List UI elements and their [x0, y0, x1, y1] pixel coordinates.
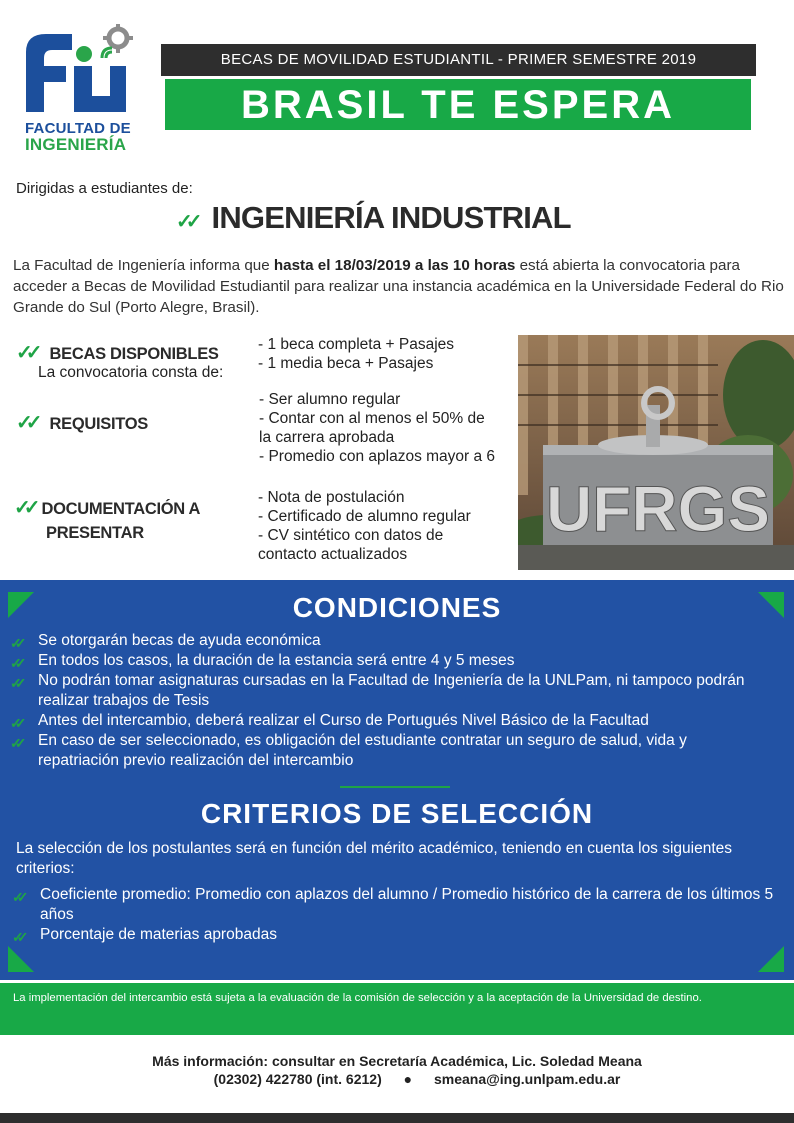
- contact-line-2: [0, 1070, 794, 1088]
- check-icon: ✓✓: [16, 412, 36, 434]
- criterio-text: Coeficiente promedio: Promedio con aplazos del alumno / Promedio histórico de la carrera de los últimos 5 años: [40, 886, 774, 923]
- list-item: - 1 media beca + Pasajes: [258, 355, 434, 372]
- contact-info: [0, 1052, 794, 1088]
- header-subtitle: BECAS DE MOVILIDAD ESTUDIANTIL - PRIMER SEMESTRE 2019: [161, 44, 756, 76]
- condition-item: [10, 671, 768, 711]
- check-icon: ✓✓: [10, 735, 20, 751]
- condition-text: No podrán tomar asignaturas cursadas en la Facultad de Ingeniería de la UNLPam, ni tampoco podrán realizar trabajos de Tesis: [38, 672, 745, 709]
- section-divider: [340, 786, 450, 788]
- check-icon: ✓✓: [10, 715, 20, 731]
- list-item: - 1 beca completa + Pasajes: [258, 336, 455, 353]
- documentacion-list: [258, 488, 471, 564]
- check-icon: ✓✓: [10, 635, 20, 651]
- intro-part-2: está abierta la convocatoria para acceder a Becas de Movilidad Estudiantil para realizar una instancia académica en la Universidade Federal do Rio Grande do Sul (Porto Alegre, Brasil).: [13, 257, 784, 316]
- contact-email[interactable]: smeana@ing.unlpam.edu.ar: [433, 1071, 621, 1087]
- condition-item: [10, 711, 768, 731]
- documentacion-label-1: DOCUMENTACIÓN A: [41, 500, 201, 518]
- footnote-bar: [0, 983, 794, 1035]
- requisitos-label: REQUISITOS: [49, 415, 148, 433]
- logo-line-2: INGENIERÍA: [25, 135, 127, 154]
- list-item: la carrera aprobada: [259, 429, 395, 446]
- check-icon: ✓✓: [176, 211, 196, 233]
- intro-part-1: La Facultad de Ingeniería informa que: [13, 257, 274, 274]
- audience-label: Dirigidas a estudiantes de:: [16, 180, 193, 197]
- becas-heading: [16, 340, 219, 365]
- criterio-item: [12, 885, 775, 925]
- footnote-text: La implementación del intercambio está sujeta a la evaluación de la comisión de selección y a la aceptación de la Universidad de destino.: [13, 992, 702, 1004]
- condition-item: [10, 631, 768, 651]
- corner-triangle-icon: [758, 946, 784, 972]
- criterio-item: [12, 925, 775, 945]
- intro-paragraph: [13, 255, 785, 318]
- intro-deadline: hasta el 18/03/2019 a las 10 horas: [273, 257, 516, 274]
- logo-text: [25, 121, 131, 153]
- condition-text: En caso de ser seleccionado, es obligación del estudiante contratar un seguro de salud, vida y repatriación previo realización del intercambio: [38, 732, 687, 769]
- contact-phone: (02302) 422780 (int. 6212): [213, 1071, 382, 1087]
- list-item: - CV sintético con datos de: [258, 527, 444, 544]
- condition-item: [10, 651, 768, 671]
- condition-item: [10, 731, 768, 771]
- criterios-intro: La selección de los postulantes será en función del mérito académico, teniendo en cuenta los siguientes criterios:: [16, 840, 733, 877]
- becas-label: BECAS DISPONIBLES: [49, 345, 219, 363]
- list-item: - Contar con al menos el 50% de: [259, 410, 485, 427]
- list-item: - Promedio con aplazos mayor a 6: [259, 448, 496, 465]
- fi-logo-mark: [22, 24, 140, 120]
- condition-text: Antes del intercambio, deberá realizar el Curso de Portugués Nivel Básico de la Facultad: [38, 712, 649, 729]
- documentacion-heading: [14, 496, 200, 545]
- list-item: - Certificado de alumno regular: [258, 508, 471, 525]
- condition-text: En todos los casos, la duración de la estancia será entre 4 y 5 meses: [38, 652, 515, 669]
- requisitos-heading: [16, 410, 148, 435]
- ufrgs-photo: [518, 335, 794, 570]
- contact-line-1: Más información: consultar en Secretaría Académica, Lic. Soledad Meana: [152, 1053, 642, 1069]
- documentacion-label-2: PRESENTAR: [46, 524, 144, 542]
- bottom-bar: [0, 1113, 794, 1123]
- check-icon: ✓✓: [12, 889, 22, 905]
- check-icon: ✓✓: [10, 655, 20, 671]
- faculty-logo: [22, 24, 140, 154]
- career-heading: [176, 200, 571, 236]
- condiciones-title: CONDICIONES: [292, 592, 502, 623]
- list-item: - Nota de postulación: [258, 489, 405, 506]
- ufrgs-photo-illustration: [518, 335, 794, 570]
- list-item: - Ser alumno regular: [259, 391, 401, 408]
- criterio-text: Porcentaje de materias aprobadas: [40, 926, 277, 943]
- corner-triangle-icon: [8, 946, 34, 972]
- criterios-title: CRITERIOS DE SELECCIÓN: [200, 798, 594, 829]
- logo-line-1: FACULTAD DE: [25, 120, 131, 137]
- check-icon: ✓✓: [10, 675, 20, 691]
- bullet-icon: ●: [403, 1071, 413, 1087]
- check-icon: ✓✓: [14, 497, 34, 519]
- check-icon: ✓✓: [16, 342, 36, 364]
- becas-list: [258, 335, 454, 373]
- check-icon: ✓✓: [12, 929, 22, 945]
- requisitos-list: [259, 390, 495, 466]
- conditions-panel: [0, 580, 794, 980]
- ufrgs-sign-text: UFRGS: [546, 473, 770, 545]
- list-item: contacto actualizados: [258, 546, 408, 563]
- becas-subtitle: La convocatoria consta de:: [38, 364, 224, 381]
- header-title: BRASIL TE ESPERA: [165, 79, 751, 130]
- condition-text: Se otorgarán becas de ayuda económica: [38, 632, 321, 649]
- career-name: INGENIERÍA INDUSTRIAL: [211, 200, 571, 235]
